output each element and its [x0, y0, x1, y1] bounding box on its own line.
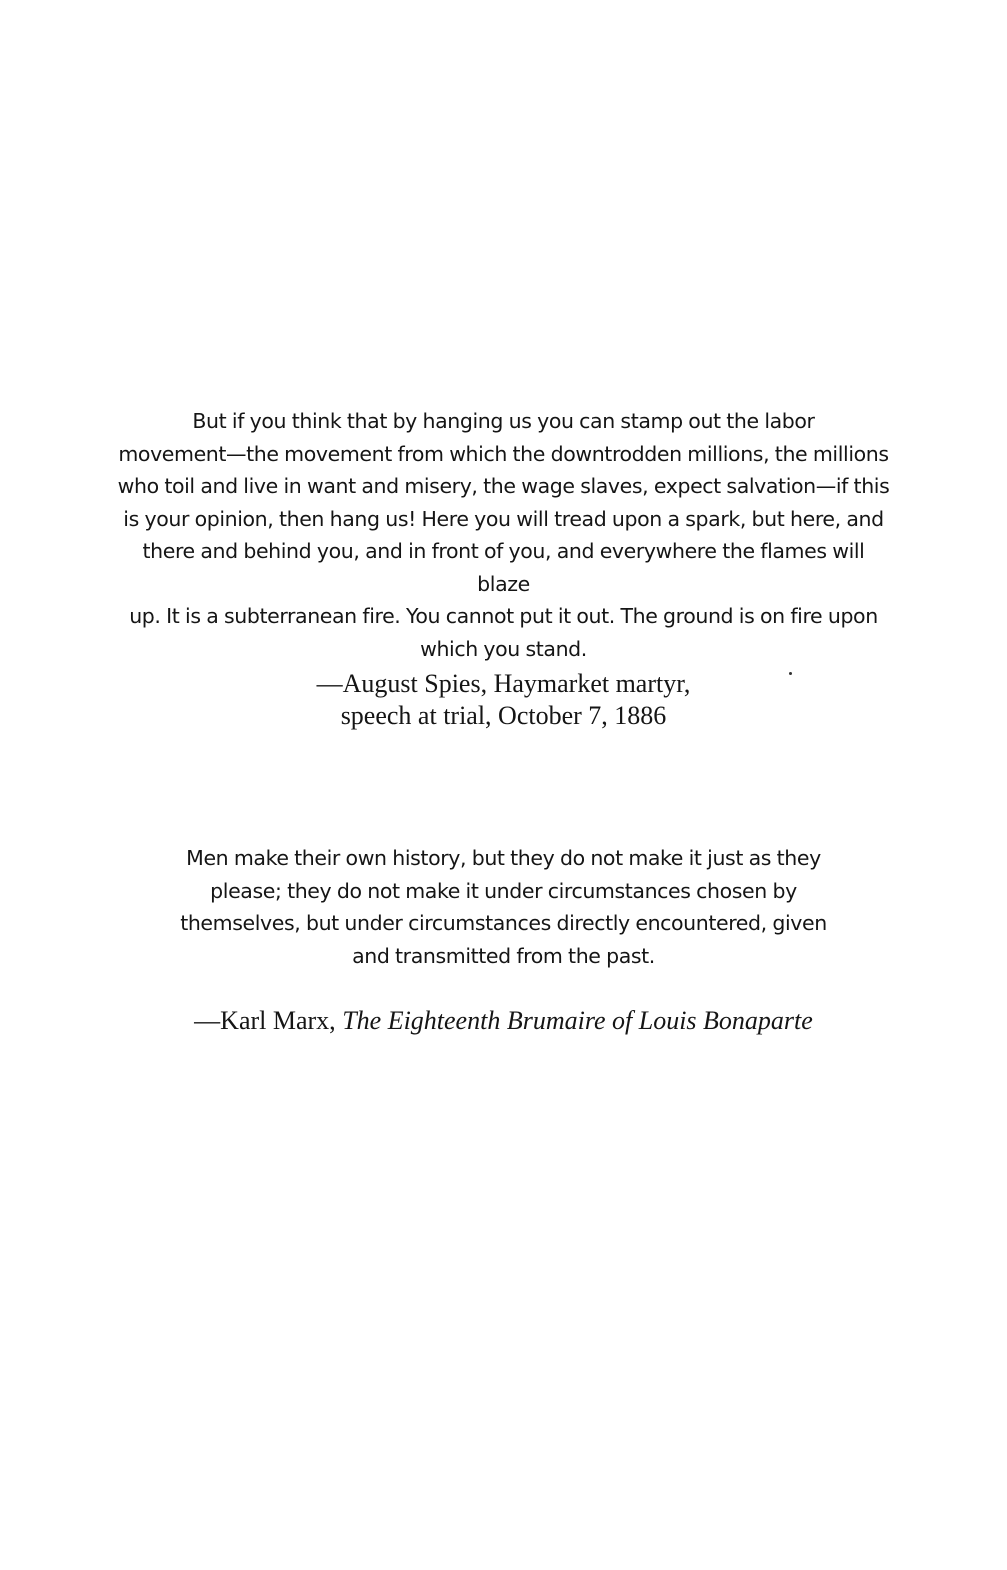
- attribution-line: —August Spies, Haymarket martyr,: [316, 669, 691, 698]
- spies-quote: [0, 405, 1007, 665]
- quote-line: But if you think that by hanging us you can stamp out the labor: [192, 409, 815, 433]
- quote-line: up. It is a subterranean fire. You cannot put it out. The ground is on fire upon: [129, 604, 878, 628]
- quote-line: themselves, but under circumstances directly encountered, given: [180, 911, 827, 935]
- quote-line: there and behind you, and in front of you, and everywhere the flames will blaze: [142, 539, 865, 596]
- marx-attribution: [0, 1005, 1007, 1037]
- marx-attribution-text: [0, 1005, 1007, 1037]
- spies-attribution: [0, 668, 1007, 732]
- attribution-work-title: The Eighteenth Brumaire of Louis Bonaparte: [342, 1006, 813, 1035]
- page-speck: [789, 672, 792, 675]
- quote-line: and transmitted from the past.: [352, 943, 655, 968]
- spies-quote-text: [114, 405, 894, 665]
- marx-quote-text: [179, 842, 829, 972]
- quote-line: Men make their own history, but they do not make it just as they: [186, 846, 821, 870]
- attribution-line: speech at trial, October 7, 1886: [340, 701, 667, 730]
- marx-quote: [0, 842, 1007, 972]
- quote-line: movement—the movement from which the downtrodden millions, the millions: [118, 441, 889, 466]
- attribution-author: —Karl Marx,: [194, 1006, 343, 1035]
- quote-line: is your opinion, then hang us! Here you will tread upon a spark, but here, and: [123, 506, 884, 531]
- quote-line: who toil and live in want and misery, the wage slaves, expect salvation—if this: [117, 474, 890, 498]
- spies-attribution-text: [0, 668, 1007, 732]
- quote-line: which you stand.: [420, 636, 587, 661]
- quote-line: please; they do not make it under circumstances chosen by: [210, 878, 797, 903]
